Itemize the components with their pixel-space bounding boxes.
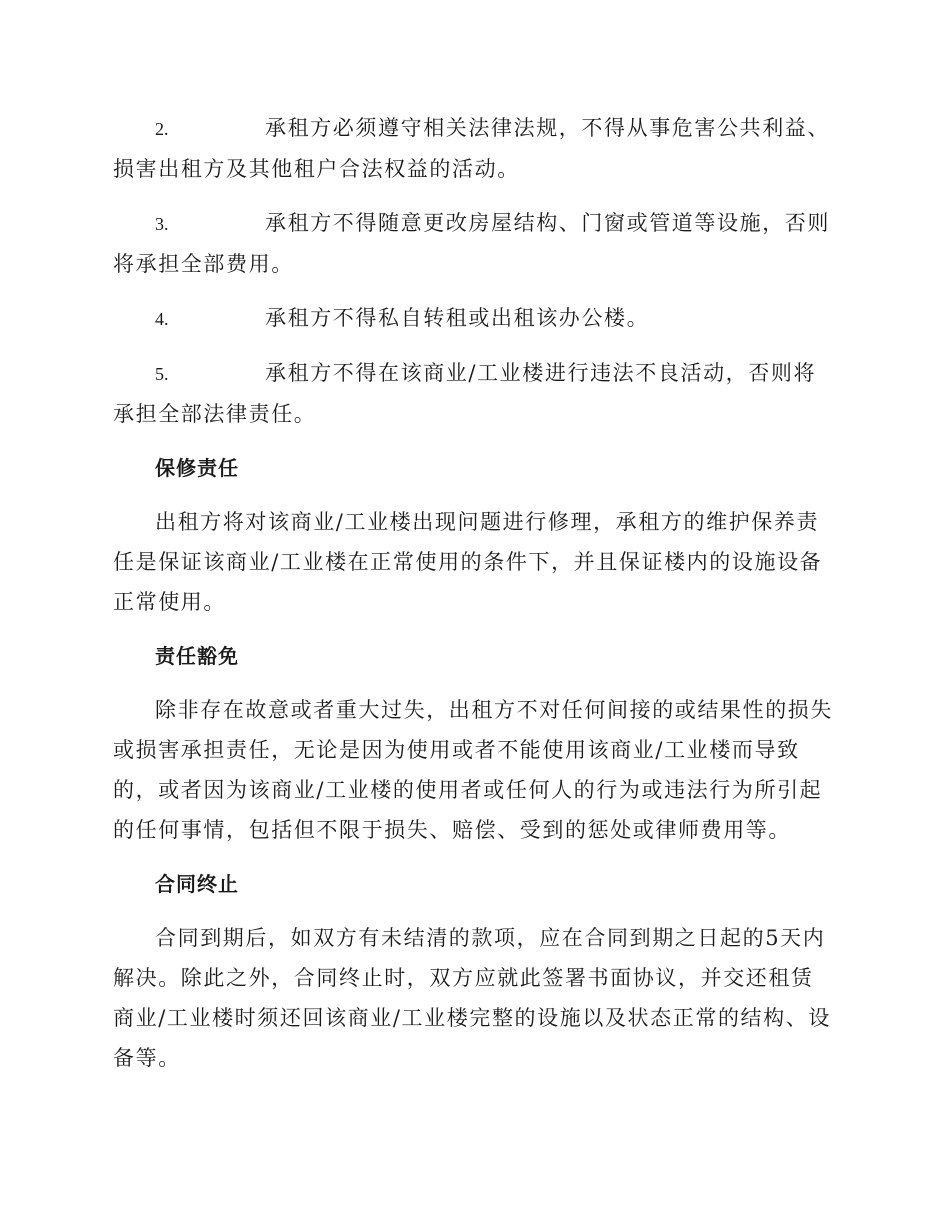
list-item-number: 5. (155, 364, 169, 384)
list-item-number: 2. (155, 119, 169, 139)
list-item-number: 4. (155, 309, 169, 329)
section-body-exemption: 除非存在故意或者重大过失，出租方不对任何间接的或结果性的损失或损害承担责任，无论是因为使用或者不能使用该商业/工业楼而导致的，或者因为该商业/工业楼的使用者或任何人的行为或违法行为所引起的任何事情，包括但不限于损失、赔偿、受到的惩处或律师费用等。 (113, 698, 833, 842)
list-item (113, 298, 833, 339)
list-item-text: 承租方不得私自转租或出租该办公楼。 (265, 306, 650, 330)
list-item (113, 203, 833, 284)
section-body-termination: 合同到期后，如双方有未结清的款项，应在合同到期之日起的5天内解决。除此之外，合同终止时，双方应就此签署书面协议，并交还租赁商业/工业楼时须还回该商业/工业楼完整的设施以及状态正常的结构、设备等。 (113, 926, 831, 1070)
list-item-text: 承租方不得随意更改房屋结构、门窗或管道等设施，否则将承担全部费用。 (113, 211, 830, 276)
section-heading-warranty: 保修责任 (155, 456, 239, 480)
section-body-warranty: 出租方将对该商业/工业楼出现问题进行修理，承租方的维护保养责任是保证该商业/工业楼在正常使用的条件下，并且保证楼内的设施设备正常使用。 (113, 510, 823, 614)
section-heading-exemption: 责任豁免 (155, 644, 239, 668)
list-item (113, 353, 833, 434)
list-item-number: 3. (155, 214, 169, 234)
list-item-text: 承租方不得在该商业/工业楼进行违法不良活动，否则将承担全部法律责任。 (113, 361, 817, 426)
section-heading-termination: 合同终止 (155, 872, 239, 896)
document-page (113, 108, 833, 1092)
list-item-text: 承租方必须遵守相关法律法规，不得从事危害公共利益、损害出租方及其他租户合法权益的活动。 (113, 116, 830, 181)
list-item (113, 108, 833, 189)
